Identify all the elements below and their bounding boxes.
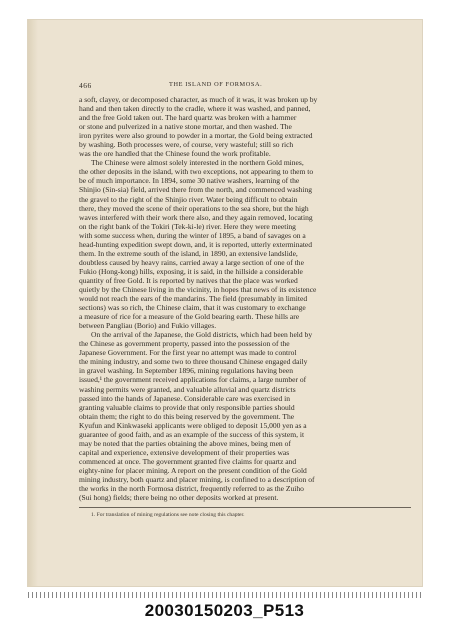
text-line: and the free Gold taken out. The hard quartz was broken with a hammer — [79, 113, 297, 123]
text-line: granting valuable claims to provide that only responsible parties should — [79, 402, 295, 412]
text-line: by washing. Both processes were, of course, very wasteful; still so rich — [79, 140, 294, 150]
text-line: the other deposits in the island, with two exceptions, not appearing to them to — [79, 167, 314, 177]
text-line: the works in the north Formosa district, frequently referred to as the Zuiho — [79, 484, 304, 494]
text-line: a measure of rice for a measure of the Gold bearing earth. These hills are — [79, 312, 300, 322]
text-line: hand and then taken directly to the cradle, where it was washed, and panned, — [79, 104, 311, 114]
text-line: Kyufun and Kinkwaseki applicants were obliged to deposit 15,000 yen as a — [79, 420, 307, 430]
text-line: be of much importance. In 1894, some 30 native washers, learning of the — [79, 176, 300, 186]
text-line: between Pangliau (Borio) and Fukio villages. — [79, 321, 217, 331]
text-line: them. In the extreme south of the island, in 1890, an extensive landslide, — [79, 248, 298, 258]
text-line: passed into the hands of Japanese. Considerable care was exercised in — [79, 393, 291, 403]
footnote: 1. For translation of mining regulations see note closing this chapter. — [91, 512, 245, 519]
paragraph-2 — [79, 158, 411, 330]
paragraph-1 — [79, 95, 411, 158]
text-line: the mining industry, and some two to three thousand Chinese engaged daily — [79, 357, 308, 367]
text-line: mining industry, both quartz and placer mining, is confined to a description of — [79, 474, 315, 484]
text-line: (Sui hong) fields; there being no other deposits worked at present. — [79, 493, 279, 503]
text-line: a soft, clayey, or decomposed character, as much of it was, it was broken up by — [79, 95, 318, 104]
text-line: in gravel washing. In September 1896, mining regulations having been — [79, 366, 293, 376]
text-line: would not reach the ears of the mandarins. The field (presumably in limited — [79, 294, 308, 304]
text-line: issued,¹ the government received applications for claims, a large number of — [79, 375, 307, 385]
text-line: sections) was so rich, the Chinese claim, that it was customary to exchange — [79, 303, 306, 313]
text-line: Japanese Government. For the first year no attempt was made to control — [79, 348, 297, 358]
scale-ruler — [28, 592, 422, 598]
text-line: iron pyrites were also ground to powder in a mortar, the Gold being extracted — [79, 131, 313, 141]
text-line: doubtless caused by heavy rains, carried away a large section of one of the — [79, 257, 304, 267]
text-line: obtain them; the right to do this being reserved by the government. The — [79, 411, 295, 421]
text-line: capital and experience, extensive development of their properties was — [79, 447, 290, 457]
footnote-divider — [79, 507, 411, 508]
text-line: quantity of free Gold. It is reported by natives that the place was worked — [79, 275, 298, 285]
scanned-page — [27, 19, 423, 587]
page-content — [79, 81, 411, 519]
text-line: the Chinese as government property, passed into the possession of the — [79, 339, 290, 349]
text-line: commenced at once. The government granted five claims for quartz and — [79, 456, 297, 466]
text-line: Fukio (Hong-kong) hills, exposing, it is said, in the hillside a considerable — [79, 266, 303, 276]
text-line: The Chinese were almost solely interested in the northern Gold mines, — [91, 158, 304, 168]
text-line: guarantee of good faith, and as an example of the success of this system, it — [79, 429, 305, 439]
page-header — [79, 81, 411, 95]
text-line: washing permits were granted, and valuable alluvial and quartz districts — [79, 384, 296, 394]
catalog-label: 20030150203_P513 — [144, 601, 305, 620]
text-line: on the right bank of the Tokiri (Tek-ki-le) river. Here they were meeting — [79, 221, 296, 231]
text-line: head-hunting expedition swept down, and, it is reported, utterly exterminated — [79, 239, 313, 249]
text-line: waves interfered with their work there also, and they again removed, locating — [79, 212, 313, 222]
text-line: was the ore handled that the Chinese found the work profitable. — [79, 149, 271, 159]
text-line: On the arrival of the Japanese, the Gold districts, which had been held by — [91, 330, 313, 340]
text-line: the gravel to the right of the Shinjio river. Water being difficult to obtain — [79, 194, 298, 204]
page-number: 466 — [79, 81, 92, 90]
text-line: quietly by the Chinese living in the vicinity, in hopes that news of its existence — [79, 284, 317, 294]
paragraph-3 — [79, 330, 411, 502]
text-line: eighty-nine for placer mining. A report on the present condition of the Gold — [79, 465, 307, 475]
running-head: THE ISLAND OF FORMOSA. — [169, 81, 263, 88]
text-line: Shinjio (Sin-sia) field, arrived there from the north, and commenced washing — [79, 185, 313, 195]
text-line: there, they moved the scene of their operations to the sea shore, but the high — [79, 203, 309, 213]
text-line: or stone and pulverized in a native stone mortar, and then washed. The — [79, 122, 292, 132]
text-line: may be noted that the parties obtaining the above mines, being men of — [79, 438, 291, 448]
text-line: with some success when, during the winter of 1895, a band of savages on a — [79, 230, 306, 240]
